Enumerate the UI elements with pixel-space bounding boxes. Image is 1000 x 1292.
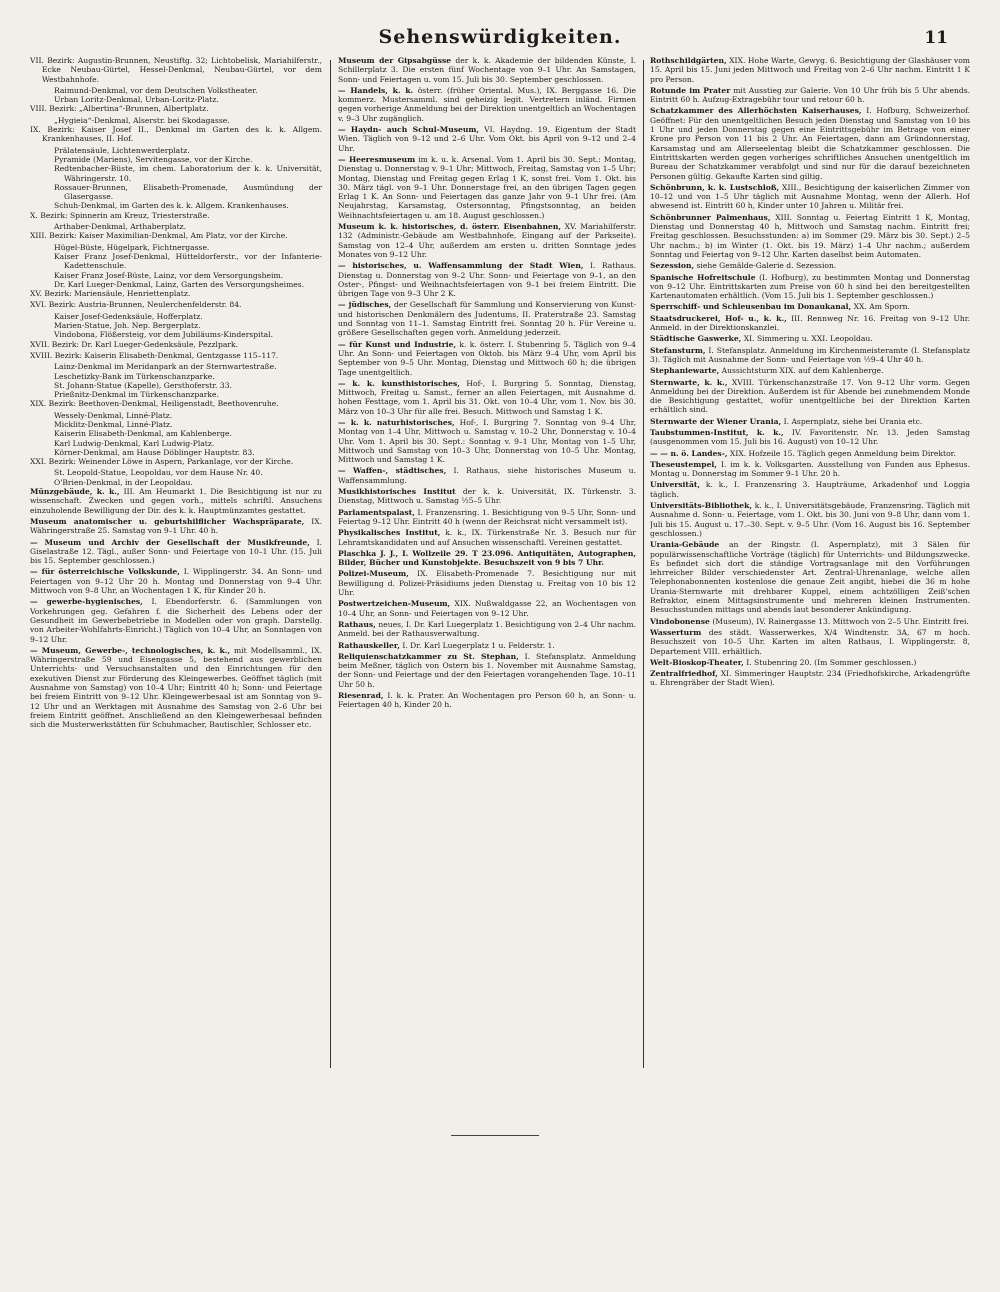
directory-entry: [30, 300, 322, 309]
directory-entry: [338, 300, 636, 337]
entry-text: Schuh-Denkmal, im Garten des k. k. Allgem. Krankenhauses.: [54, 201, 289, 211]
entry-text: XVIII. Türkenschanzstraße 17. Von 9–12 Uhr vorm. Gegen Anmeldung bei der Direktion. Außerdem ist für Abende bei zunehmendem Monde die Besichtigung gestattet, wofür unentgeltliche bei der Direktion Karten erhältlich sind.: [650, 377, 970, 415]
directory-entry: [650, 480, 970, 499]
directory-entry: [338, 528, 636, 547]
directory-entry: [650, 540, 970, 614]
column-3: [650, 56, 970, 1062]
directory-entry: [30, 420, 322, 429]
directory-entry: [30, 201, 322, 210]
directory-entry: [650, 617, 970, 626]
entry-heading: Theseustempel,: [650, 459, 717, 469]
entry-text: im k. u. k. Arsenal. Vom 1. April bis 30. Sept.: Montag, Dienstag u. Donnerstag v. 9–1 Uhr; Mittwoch, Freitag, Samstag von 1–5 Uhr; Montag, Dienstag und Freitag gegen Erlag 1 K, sonst frei. Vom 1. Okt. bis 30. März tägl. von 9–1 Uhr. Donnerstage frei, an den übrigen Tagen gegen Erlag 1 K. An Sonn- und Feiertagen das ganze Jahr von 9–1 Uhr frei. (Am Neujahrstag, Karsamstag, Ostersonntag, Pfingstsonntag, an beiden Weihnachtsfeiertagen u. am 18. August geschlossen.): [338, 154, 636, 220]
entry-text: Leschetizky-Bank im Türkenschanzparke.: [54, 371, 215, 381]
entry-text: I. Franzensring. 1. Besichtigung von 9–5 Uhr, Sonn- und Feiertag 9–12 Uhr. Eintritt 40 h (wenn der Reichsrat nicht versammelt ist).: [338, 507, 636, 526]
entry-text: mit Ausstieg zur Galerie. Von 10 Uhr früh bis 5 Uhr abends. Eintritt 60 h. Aufzug-Extragebühr tour und retour 60 h.: [650, 85, 970, 105]
directory-entry: [30, 448, 322, 457]
directory-entry: [30, 330, 322, 339]
entry-heading: Taubstummen-Institut, k. k.,: [650, 427, 784, 437]
directory-entry: [338, 549, 636, 568]
footer-rule: [451, 1135, 539, 1136]
entry-text: Kaiser Franz Josef-Denkmal, Hütteldorferstr., vor der Infanterie-Kadettenschule.: [54, 251, 322, 271]
entry-heading: Universitäts-Bibliothek,: [650, 501, 753, 511]
entry-heading: Sezession,: [650, 261, 695, 271]
directory-entry: [30, 399, 322, 408]
entry-heading: Rothschildgärten,: [650, 56, 727, 65]
entry-text: VIII. Bezirk: „Albertina“-Brunnen, Albertplatz.: [30, 104, 209, 114]
entry-heading: — Haydn- auch Schul-Museum,: [338, 125, 480, 135]
entry-heading: Sperrschiff- und Schleusenbau im Donaukanal,: [650, 302, 852, 312]
entry-heading: — gewerbe-hygienisches,: [30, 597, 143, 607]
directory-entry: [650, 501, 970, 538]
directory-entry: [30, 211, 322, 220]
entry-text: Karl Ludwig-Denkmal, Karl Ludwig-Platz.: [54, 438, 215, 448]
entry-heading: — Museum und Archiv der Gesellschaft der Musikfreunde,: [30, 537, 310, 547]
entry-text: I. Stubenring 20. (Im Sommer geschlossen.): [743, 657, 917, 667]
entry-text: Hof-, I. Burgring 5. Sonntag, Dienstag, Mittwoch, Freitag u. Samst., ferner an allen Feiertagen, mit Ausnahme d. hohen Festtage, vom 1. April bis 31. Okt. von 10–4 Uhr, vom 1. Nov. bis 30. März von 10–3 Uhr für alle frei. Besuch. Mittwoch und Samstag 1 K.: [338, 378, 636, 416]
entry-text: Hügel-Büste, Hügelpark, Fichtnergasse.: [54, 242, 210, 252]
entry-text: Arthaber-Denkmal, Arthaberplatz.: [54, 222, 187, 232]
directory-entry: [650, 417, 970, 426]
directory-entry: [30, 646, 322, 730]
directory-entry: [650, 628, 970, 656]
entry-heading: Parlamentspalast,: [338, 507, 415, 517]
directory-entry: [30, 439, 322, 448]
entry-heading: Wasserturm: [650, 627, 702, 637]
entry-text: „Hygieia“-Denkmal, Alserstr. bei Skodagasse.: [54, 115, 230, 125]
directory-entry: [30, 478, 322, 487]
entry-text: k. k., IX. Türkenstraße Nr. 3. Besuch nur für Lehramtskandidaten und auf Ansuchen wissenschaftl. Vereinen gestattet.: [338, 528, 636, 547]
directory-entry: [30, 457, 322, 466]
entry-text: XX. Am Sporn.: [851, 302, 910, 312]
directory-entry: [30, 517, 322, 536]
entry-heading: Museum k. k. historisches, d. österr. Eisenbahnen,: [338, 222, 562, 232]
entry-heading: Urania-Gebäude: [650, 540, 720, 550]
entry-heading: Staatsdruckerei, Hof- u., k. k.,: [650, 313, 787, 323]
entry-text: siehe Gemälde-Galerie d. Sezession.: [694, 261, 837, 271]
entry-text: III. Am Heumarkt 1. Die Besichtigung ist nur zu wissenschaft. Zwecken und gegen vorh., mittels schriftl. Ansuchens einzuholende Bewilligung der Dir. des k. k. Hauptmünzamtes gestattet.: [30, 487, 322, 515]
directory-entry: [338, 569, 636, 597]
entry-text: IV. Favoritenstr. Nr. 13. Jeden Samstag (ausgenommen vom 15. Juli bis 16. August) von 10–12 Uhr.: [650, 427, 970, 447]
directory-entry: [30, 183, 322, 202]
entry-text: Rossauer-Brunnen, Elisabeth-Promenade, Ausmündung der Glasergasse.: [54, 182, 322, 202]
directory-entry: [30, 597, 322, 643]
entry-text: St. Johann-Statue (Kapelle), Gersthoferstr. 33.: [54, 380, 232, 390]
directory-entry: [30, 351, 322, 360]
entry-heading: Stefansturm,: [650, 345, 706, 355]
entry-text: I. Rathaus. Dienstag u. Donnerstag von 9–2 Uhr. Sonn- und Feiertage von 9–1, an den Oster-, Pfingst- und Weihnachtsfeiertagen von 9–1 bei freiem Eintritt. Die übrigen Tage von 9–3 Uhr 2 K.: [338, 261, 636, 299]
entry-heading: — historisches, u. Waffensammlung der Stadt Wien,: [338, 261, 584, 271]
directory-entry: [338, 379, 636, 416]
entry-text: (I. Hofburg), zu bestimmten Montag und Donnerstag von 9–12 Uhr. Eintrittskarten zum Preise von 60 h sind bei den bereitgestellten Kartenautomaten erhältlich. (Vom 15. Juli bis 1. September geschlossen.): [650, 272, 970, 301]
page-number: 11: [924, 28, 948, 48]
directory-entry: [30, 289, 322, 298]
entry-text: k. k. österr. I. Stubenring 5. Täglich von 9–4 Uhr. An Sonn- und Feiertagen von Oktob. bis März 9–4 Uhr, vom April bis September von 9–5 Uhr. Montag, Dienstag und Mittwoch 60 h; die übrigen Tage unentgeltlich.: [338, 339, 636, 377]
directory-entry: [30, 411, 322, 420]
directory-entry: [338, 56, 636, 84]
directory-entry: [30, 104, 322, 113]
directory-entry: [338, 691, 636, 710]
entry-heading: — jüdisches,: [338, 300, 392, 310]
entry-heading: Städtische Gaswerke,: [650, 334, 742, 344]
directory-entry: [30, 116, 322, 125]
entry-text: XVIII. Bezirk: Kaiserin Elisabeth-Denkmal, Gentzgasse 115–117.: [30, 350, 279, 360]
directory-entry: [30, 321, 322, 330]
entry-heading: Physikalisches Institut,: [338, 528, 441, 538]
entry-text: des städt. Wasserwerkes, X/4 Windtenstr. 3A, 67 m hoch. Besuchszeit von 10–5 Uhr. Karten im alten Rathaus, I. Wipplingerstr. 8, Departement VIII. erhältlich.: [650, 627, 970, 656]
directory-entry: [30, 231, 322, 240]
directory-entry: [30, 164, 322, 183]
entry-text: XV. Bezirk: Mariensäule, Henriettenplatz.: [30, 289, 191, 299]
directory-entry: [650, 273, 970, 301]
entry-heading: Polizei-Museum,: [338, 569, 409, 579]
entry-text: Körner-Denkmal, am Hause Döblinger Hauptstr. 83.: [54, 447, 255, 457]
entry-heading: — — n. ö. Landes-,: [650, 448, 728, 458]
entry-text: I. Giselastraße 12. Tägl., außer Sonn- und Feiertage von 10–1 Uhr. (15. Juli bis 15. September geschlossen.): [30, 537, 322, 566]
entry-text: k. k., I. Universitätsgebäude, Franzensring. Täglich mit Ausnahme d. Sonn- u. Feiertage, vom 1. Okt. bis 30. Juni von 9–8 Uhr, dann vom 1. Juli bis 15. August u. 17.–30. Sept. v. 9–5 Uhr. (Vom 16. August bis 16. September geschlossen.): [650, 501, 970, 538]
entry-heading: Vindobonense: [650, 616, 710, 626]
entry-text: XVI. Bezirk: Austria-Brunnen, Neulerchenfelderstr. 84.: [30, 300, 242, 310]
entry-heading: Plaschka J. J., I. Wollzeile 29. T 23.096. Antiquitäten, Autographen, Bilder, Bücher und Kunstobjekte. Besuchszeit von 9 bis 7 Uhr.: [338, 548, 636, 568]
entry-heading: Museum der Gipsabgüsse: [338, 56, 452, 65]
column-2: [338, 56, 636, 1062]
directory-entry: [650, 449, 970, 458]
directory-entry: [650, 378, 970, 415]
entry-heading: Reliquienschatzkammer zu St. Stephan,: [338, 651, 519, 661]
entry-text: XIX. Bezirk: Beethoven-Denkmal, Heiligenstadt, Beethovenruhe.: [30, 399, 279, 409]
directory-entry: [338, 86, 636, 123]
entry-text: Kaiser Franz Josef-Büste, Lainz, vor dem Versorgungsheim.: [54, 270, 284, 280]
entry-text: mit Modellsamml., IX. Währingerstraße 59 und Eisengasse 5, bestehend aus gewerblichen Unterrichts- und Versuchsanstalten und den Einrichtungen für den exekutiven Dienst zur Förderung des Kleingewerbes. Geöffnet täglich (mit Ausnahme von Samstag) von 10–4 Uhr; Eintritt 40 h; Sonn- und Feiertage bei freiem Eintritt von 9–12 Uhr. Kleingewerbesaal ist am Sonntag von 9–12 Uhr und an Werktagen mit Ausnahme des Samstag von 2–6 Uhr bei freiem Eintritt geöffnet. Anschließend an den Kleingewerbesaal befinden sich die Musterwerkstätten für Schuhmacher, Bautischler, Schlosser etc.: [30, 645, 322, 730]
entry-text: VII. Bezirk: Augustin-Brunnen, Neustiftg. 32; Lichtobelisk, Mariahilferstr., Ecke Neubau-Gürtel, Hessel-Denkmal, Neubau-Gürtel, vor dem Westbahnhofe.: [30, 56, 322, 84]
entry-text: der k. k. Universität, IX. Türkenstr. 3. Dienstag, Mittwoch u. Samstag ½5–5 Uhr.: [338, 487, 636, 506]
entry-heading: — k. k. naturhistorisches,: [338, 417, 455, 427]
column-divider: [643, 60, 644, 1068]
entry-text: Pyramide (Mariens), Servitengasse, vor der Kirche.: [54, 154, 253, 164]
directory-entry: [30, 429, 322, 438]
entry-heading: Riesenrad,: [338, 691, 384, 700]
entry-text: I. Stefansplatz. Anmeldung beim Meßner, täglich von Ostern bis 1. November mit Ausnahme Samstag, der Sonn- und Feiertage und der den Feiertagen vorangehenden Tage. 10–11 Uhr 50 h.: [338, 651, 636, 689]
entry-text: O'Brien-Denkmal, in der Leopoldau.: [54, 477, 193, 487]
entry-heading: Rotunde im Prater: [650, 85, 731, 95]
entry-text: XIII., Besichtigung der kaiserlichen Zimmer von 10–12 und von 1–5 Uhr täglich mit Ausnahme Montag, wenn der Allerh. Hof abwesend ist. Eintritt 60 h, Kinder unter 10 Jahren u. Militär frei.: [650, 182, 970, 211]
entry-heading: — k. k. kunsthistorisches,: [338, 378, 460, 388]
directory-entry: [338, 261, 636, 298]
entry-text: Marien-Statue, Joh. Nep. Bergerplatz.: [54, 321, 201, 331]
entry-text: I. Ebendorferstr. 6. (Sammlungen von Vorkehrungen geg. Gefahren f. die Sicherheit des Lebens oder der Gesundheit im Gewerbebetriebe in Modellen oder von graph. Darstellg. von Arbeiter-Wohlfahrts-Einricht.) Täglich von 10–4 Uhr, an Sonntagen von 9–12 Uhr.: [30, 597, 322, 644]
entry-text: Prälatensäule, Lichtenwerderplatz.: [54, 145, 190, 155]
directory-entry: [650, 658, 970, 667]
entry-text: I. Dr. Karl Luegerplatz 1 u. Felderstr. 1.: [399, 640, 555, 650]
entry-text: Hof-, I. Burgring 7. Sonntag von 9–4 Uhr, Montag von 1–4 Uhr, Mittwoch u. Samstag v. 10–2 Uhr, Donnerstag v. 10–4 Uhr. Vom 1. April bis 30. Sept.: Sonntag v. 9–1 Uhr, Montag von 1–5 Uhr, Mittwoch und Samstag von 10–3 Uhr, Donnerstag von 10–5 Uhr. Montag, Mittwoch und Samstag 1 K.: [338, 417, 636, 465]
directory-entry: [30, 381, 322, 390]
entry-text: der Gesellschaft für Sammlung und Konservierung von Kunst- und historischen Denkmälern des Judentums, II. Praterstraße 23. Samstag und Sonntag von 11–1. Samstag Eintritt frei. Sonntag 20 h. Für Vereine u. größere Gesellschaften gegen vorh. Anmeldung jederzeit.: [338, 300, 636, 338]
entry-heading: Welt-Bioskop-Theater,: [650, 657, 744, 667]
directory-entry: [30, 390, 322, 399]
entry-text: XIII. Bezirk: Kaiser Maximilian-Denkmal, Am Platz, vor der Kirche.: [30, 231, 288, 241]
entry-text: XIX. Hohe Warte, Gewyg. 6. Besichtigung der Glashäuser vom 15. April bis 15. Juni jeden Mittwoch und Freitag von 2–6 Uhr nachm. Eintritt 1 K pro Person.: [650, 56, 970, 84]
entry-text: Raimund-Denkmal, vor dem Deutschen Volkstheater.: [54, 85, 258, 95]
directory-entry: [338, 641, 636, 650]
entry-text: neues, I. Dr. Karl Luegerplatz 1. Besichtigung von 2–4 Uhr nachm. Anmeld. bei der Rathausverwaltung.: [338, 619, 636, 639]
directory-entry: [30, 280, 322, 289]
entry-text: XVII. Bezirk: Dr. Karl Lueger-Gedenksäule, Pezzlpark.: [30, 339, 238, 349]
entry-text: (Museum), IV. Rainergasse 13. Mittwoch von 2–5 Uhr. Eintritt frei.: [709, 616, 969, 626]
entry-heading: Musikhistorisches Institut: [338, 487, 456, 497]
entry-text: XI. Simmeringer Hauptstr. 234 (Friedhofskirche, Arkadengrüfte u. Ehrengräber der Stadt Wien).: [650, 669, 970, 688]
entry-heading: — für Kunst und Industrie,: [338, 339, 457, 349]
entry-heading: Sternwarte, k. k.,: [650, 377, 728, 387]
directory-entry: [30, 155, 322, 164]
directory-entry: [30, 252, 322, 271]
directory-entry: [30, 222, 322, 231]
entry-heading: Zentralfriedhof,: [650, 669, 718, 679]
directory-entry: [650, 334, 970, 343]
entry-text: XIII. Sonntag u. Feiertag Eintritt 1 K, Montag, Dienstag und Donnerstag 40 h, Mittwoch und Samstag nachm. Eintritt frei; Freitag geschlossen. Besuchsstunden: a) im Sommer (29. März bis 30. Sept.) 2–5 Uhr nachm.; b) im Winter (1. Okt. bis 19. März) 1–4 Uhr nachm.; außerdem Sonntag und Feiertag von 9–12 Uhr. Karten daselbst beim Automaten.: [650, 212, 970, 259]
directory-entry: [650, 346, 970, 365]
entry-text: I. Hofburg, Schweizerhof. Geöffnet: Für den unentgeltlichen Besuch jeden Dienstag und Samstag von 10 bis 1 Uhr und jeden Donnerstag gegen eine Eintrittsgebühr im Betrage von einer Krone pro Person von 11 bis 2 Uhr. An Feiertagen, dann am Gründonnerstag, Karsamstag und am Allerseelentag bleibt die Schatzkammer geschlossen. Die Eintrittskarten werden gegen vorheriges schriftliches Ansuchen unentgeltlich im Bureau der Schatzkammer verabfolgt und sind nur für die darauf bezeichneten Personen gültig. Gekaufte Karten sind giltig.: [650, 106, 970, 181]
directory-entry: [650, 302, 970, 311]
directory-entry: [30, 271, 322, 280]
directory-entry: [30, 567, 322, 595]
entry-text: Lainz-Denkmal im Meridanpark an der Sternwartestraße.: [54, 362, 277, 372]
directory-entry: [650, 460, 970, 479]
directory-entry: [338, 340, 636, 377]
entry-text: IX. Elisabeth-Promenade 7. Besichtigung nur mit Bewilligung d. Polizei-Präsidiums jeden Dienstag u. Freitag von 10 bis 12 Uhr.: [338, 569, 636, 598]
directory-entry: [650, 669, 970, 688]
entry-heading: Rathauskeller,: [338, 640, 400, 650]
entry-text: Urban Loritz-Denkmal, Urban-Loritz-Platz.: [54, 95, 219, 105]
entry-text: I. Stefansplatz. Anmeldung im Kirchenmeisteramte (I. Stefansplatz 3). Täglich mit Ausnahme der Sonn- und Feiertage von ½9–4 Uhr 40 h.: [650, 345, 970, 364]
directory-entry: [338, 125, 636, 153]
directory-entry: [30, 487, 322, 515]
entry-heading: Museum anatomischer u. geburtshilflicher Wachspräparate,: [30, 516, 305, 526]
entry-text: X. Bezirk: Spinnerin am Kreuz, Triesterstraße.: [30, 210, 210, 220]
entry-text: der k. k. Akademie der bildenden Künste, I. Schillerplatz 3. Die ersten fünf Wochentage von 9–1 Uhr. An Samstagen, Sonn- und Feiertagen u. vom 15. Juli bis 30. September geschlossen.: [338, 56, 636, 84]
directory-entry: [650, 106, 970, 180]
entry-text: I. Rathaus, siehe historisches Museum u. Waffensammlung.: [338, 466, 636, 485]
entry-text: I. im k. k. Volksgarten. Ausstellung von Funden aus Ephesus. Montag u. Donnerstag im Sommer 9–1 Uhr. 20 h.: [650, 459, 970, 479]
entry-text: III. Rennweg Nr. 16. Freitag von 9–12 Uhr. Anmeld. in der Direktionskanzlei.: [650, 313, 970, 333]
entry-text: I. Aspernplatz, siehe bei Urania etc.: [781, 416, 923, 426]
entry-text: Vindobona, Flößersteig, vor dem Jubiläums-Kinderspital.: [54, 330, 274, 340]
entry-text: XXI. Bezirk: Weinender Löwe in Aspern, Parkanlage, vor der Kirche.: [30, 457, 294, 467]
entry-text: XV. Mariahilferstr. 132 (Administr.-Gebäude am Westbahnhofe, Eingang auf der Parkseite). Samstag von 12–4 Uhr, außerdem am ersten u. dritten Sonntage jedes Monates von 9–12 Uhr.: [338, 222, 636, 259]
directory-entry: [30, 340, 322, 349]
entry-text: Kaiserin Elisabeth-Denkmal, am Kahlenberge.: [54, 429, 232, 439]
entry-text: IX. Bezirk: Kaiser Josef II., Denkmal im Garten des k. k. Allgem. Krankenhauses, II. Hof.: [30, 125, 322, 144]
directory-entry: [30, 312, 322, 321]
directory-entry: [30, 146, 322, 155]
entry-text: Aussichtsturm XIX. auf dem Kahlenberge.: [719, 366, 884, 376]
entry-text: I. k. k. Prater. An Wochentagen pro Person 60 h, an Sonn- u. Feiertagen 40 h, Kinder 20 h.: [338, 691, 636, 710]
column-1: [30, 56, 322, 1068]
entry-heading: Schönbrunn, k. k. Lustschloß,: [650, 182, 780, 192]
directory-entry: [650, 183, 970, 211]
entry-heading: — für österreichische Volkskunde,: [30, 567, 180, 577]
entry-heading: — Heeresmuseum: [338, 154, 416, 164]
entry-heading: Sternwarte der Wiener Urania,: [650, 416, 782, 426]
entry-text: VI. Haydng. 19. Eigentum der Stadt Wien. Täglich von 9–12 und 2–6 Uhr. Vom Okt. bis April von 9–12 und 2–4 Uhr.: [338, 125, 636, 153]
directory-entry: [338, 599, 636, 618]
entry-heading: Universität,: [650, 480, 701, 490]
entry-text: St. Leopold-Statue, Leopoldau, vor dem Hause Nr. 40.: [54, 468, 263, 478]
entry-text: an der Ringstr. (I. Aspernplatz), mit 3 Sälen für populärwissenschaftliche Vorträge (täglich) für Unterrichts- und Bildungszwecke. Es befindet sich dort die ständige Vortragsanlage mit den Vorführungen lehrreicher Bilder verschiedenster Art. Zentral-Uhrenanlage, welche allen Telephonabonnenten kostenlose die genaue Zeit angibt, hiebei die 36 m hohe Urania-Sternwarte mit drehbarer Kuppel, einem achtzölligen Zeiß'schen Refraktor, einem Mittagsinstrumente und mehreren kleinen Instrumenten. Besuchsstunden mittags und abends laut besonderer Ankündigung.: [650, 540, 970, 615]
directory-entry: [30, 468, 322, 477]
entry-text: Wessely-Denkmal, Linné-Platz.: [54, 410, 173, 420]
directory-entry: [30, 125, 322, 144]
entry-heading: — Museum, Gewerbe-, technologisches, k. k.,: [30, 645, 231, 655]
directory-entry: [338, 652, 636, 689]
entry-text: XIX. Hofzeile 15. Täglich gegen Anmeldung beim Direktor.: [727, 448, 956, 458]
directory-entry: [30, 362, 322, 371]
directory-entry: [650, 261, 970, 270]
directory-entry: [650, 86, 970, 105]
directory-entry: [30, 86, 322, 95]
directory-entry: [338, 155, 636, 220]
entry-heading: — Waffen-, städtisches,: [338, 466, 447, 476]
entry-heading: Spanische Hofreitschule: [650, 272, 756, 282]
directory-entry: [30, 372, 322, 381]
entry-text: Micklitz-Denkmal, Linné-Platz.: [54, 419, 173, 429]
entry-text: Prießnitz-Denkmal im Türkenschanzparke.: [54, 390, 219, 400]
directory-entry: [30, 243, 322, 252]
entry-heading: Schatzkammer des Allerhöchsten Kaiserhauses,: [650, 106, 862, 116]
directory-entry: [338, 487, 636, 506]
directory-entry: [650, 314, 970, 333]
directory-entry: [338, 418, 636, 464]
entry-text: XI. Simmering u. XXI. Leopoldau.: [741, 334, 873, 344]
directory-entry: [30, 56, 322, 84]
entry-text: XIX. Nußwaldgasse 22, an Wochentagen von 10–4 Uhr, an Sonn- und Feiertagen von 9–12 Uhr.: [338, 599, 636, 618]
directory-entry: [30, 95, 322, 104]
entry-text: IX. Währingerstraße 25. Samstag von 9–1 Uhr. 40 h.: [30, 516, 322, 536]
column-divider: [330, 60, 331, 1068]
entry-heading: Schönbrunner Palmenhaus,: [650, 212, 771, 222]
directory-entry: [650, 428, 970, 447]
page-title: Sehenswürdigkeiten.: [378, 26, 622, 48]
entry-text: k. k., I. Franzensring 3. Haupträume, Arkadenhof und Loggia täglich.: [650, 480, 970, 499]
directory-entry: [650, 56, 970, 84]
entry-heading: Stephaniewarte,: [650, 366, 720, 376]
entry-text: I. Wipplingerstr. 34. An Sonn- und Feiertagen von 9–12 Uhr 20 h. Montag und Donnerstag von 9–4 Uhr. Mittwoch von 9–8 Uhr, an Wochentagen 1 K, für Kinder 20 h.: [30, 567, 322, 596]
directory-entry: [338, 620, 636, 639]
entry-heading: — Handels, k. k.: [338, 85, 414, 95]
entry-text: Kaiser Josef-Gedenksäule, Hofferplatz.: [54, 311, 203, 321]
directory-entry: [30, 538, 322, 566]
entry-heading: Postwertzeichen-Museum,: [338, 599, 451, 609]
entry-heading: Rathaus,: [338, 619, 376, 629]
directory-entry: [338, 508, 636, 527]
entry-text: Redtenbacher-Büste, im chem. Laboratorium der k. k. Universität, Währingerstr. 10.: [54, 164, 322, 183]
entry-heading: Münzgebäude, k. k.,: [30, 487, 120, 497]
directory-entry: [338, 466, 636, 485]
entry-text: Dr. Karl Lueger-Denkmal, Lainz, Garten des Versorgungsheimes.: [54, 279, 305, 289]
directory-entry: [650, 366, 970, 375]
directory-entry: [338, 222, 636, 259]
directory-entry: [650, 213, 970, 259]
entry-text: österr. (früher Oriental. Mus.), IX. Berggasse 16. Die kommerz. Mustersamml. sind geheizig legit. Vertretern inländ. Firmen gegen vorherige Anmeldung bei der Direktion unentgeltlich an Wochentagen v. 9–3 Uhr zugänglich.: [338, 85, 636, 123]
